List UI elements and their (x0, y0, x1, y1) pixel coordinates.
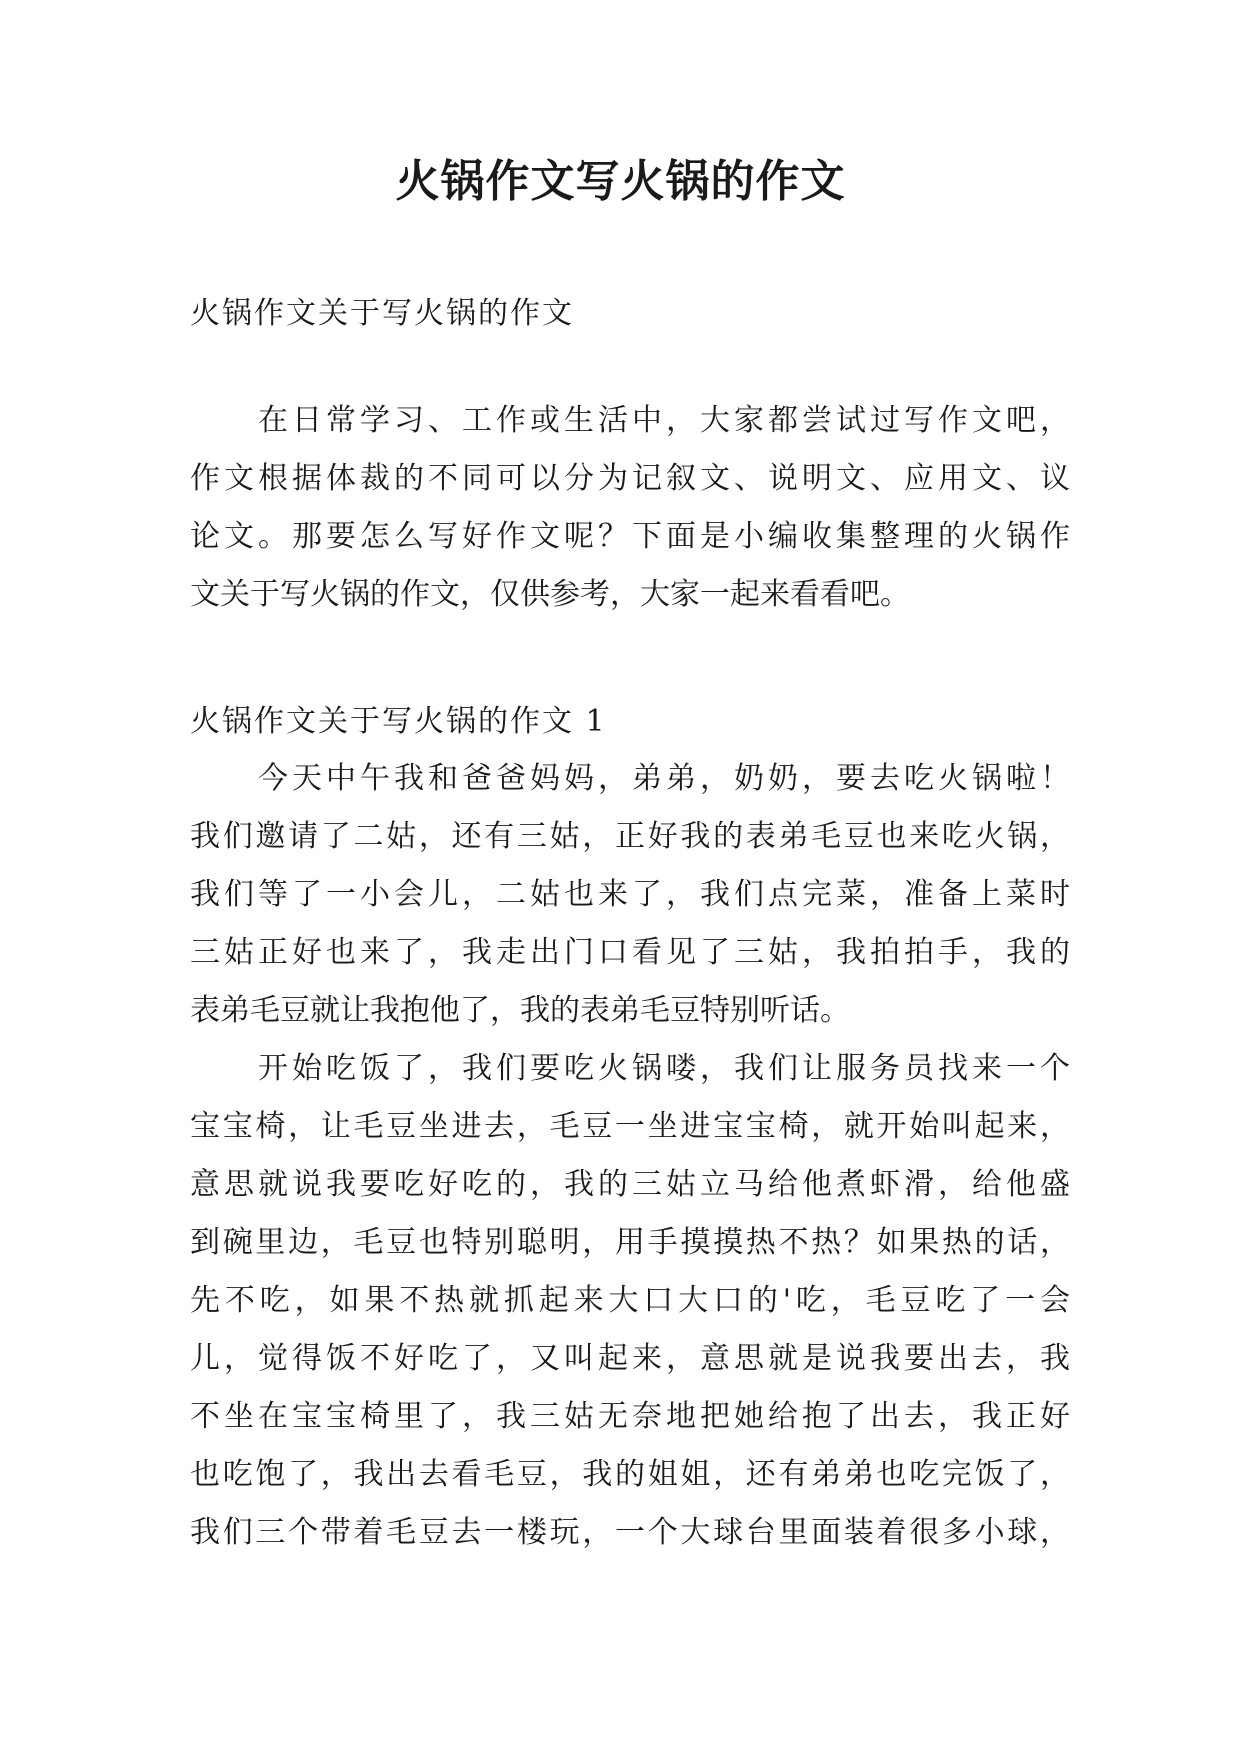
section-heading: 火锅作文关于写火锅的作文 1 (190, 704, 607, 739)
paragraph-line: 今天中午我和爸爸妈妈，弟弟，奶奶，要去吃火锅啦！ (258, 761, 1070, 796)
intro-line: 作文根据体裁的不同可以分为记叙文、说明文、应用文、议 (190, 461, 1070, 496)
intro-line: 在日常学习、工作或生活中，大家都尝试过写作文吧， (258, 403, 1070, 438)
intro-line: 论文。那要怎么写好作文呢？下面是小编收集整理的火锅作 (190, 519, 1070, 554)
intro-paragraph (190, 392, 1070, 624)
paragraph-line: 我们等了一小会儿，二姑也来了，我们点完菜，准备上菜时 (190, 877, 1070, 912)
paragraph-line: 三姑正好也来了，我走出门口看见了三姑，我拍拍手，我的 (190, 935, 1070, 970)
document-title: 火锅作文写火锅的作文 (395, 156, 846, 207)
paragraph-2 (190, 1040, 1070, 1562)
paragraph-line: 到碗里边，毛豆也特别聪明，用手摸摸热不热？如果热的话， (190, 1225, 1070, 1260)
paragraph-line: 宝宝椅，让毛豆坐进去，毛豆一坐进宝宝椅，就开始叫起来， (190, 1109, 1070, 1144)
paragraph-line: 不坐在宝宝椅里了，我三姑无奈地把她给抱了出去，我正好 (190, 1399, 1070, 1434)
paragraph-line: 表弟毛豆就让我抱他了，我的表弟毛豆特别听话。 (190, 993, 850, 1028)
paragraph-1 (190, 750, 1070, 1040)
paragraph-line: 意思就说我要吃好吃的，我的三姑立马给他煮虾滑，给他盛 (190, 1167, 1070, 1202)
paragraph-line: 我们邀请了二姑，还有三姑，正好我的表弟毛豆也来吃火锅， (190, 819, 1070, 854)
paragraph-line: 我们三个带着毛豆去一楼玩，一个大球台里面装着很多小球， (190, 1515, 1070, 1550)
paragraph-line: 儿，觉得饭不好吃了，又叫起来，意思就是说我要出去，我 (190, 1341, 1070, 1376)
paragraph-line: 开始吃饭了，我们要吃火锅喽，我们让服务员找来一个 (258, 1051, 1070, 1086)
document-subtitle: 火锅作文关于写火锅的作文 (190, 296, 574, 331)
paragraph-line: 先不吃，如果不热就抓起来大口大口的'吃，毛豆吃了一会 (190, 1283, 1070, 1318)
intro-line: 文关于写火锅的作文，仅供参考，大家一起来看看吧。 (190, 577, 910, 612)
paragraph-line: 也吃饱了，我出去看毛豆，我的姐姐，还有弟弟也吃完饭了， (190, 1457, 1070, 1492)
